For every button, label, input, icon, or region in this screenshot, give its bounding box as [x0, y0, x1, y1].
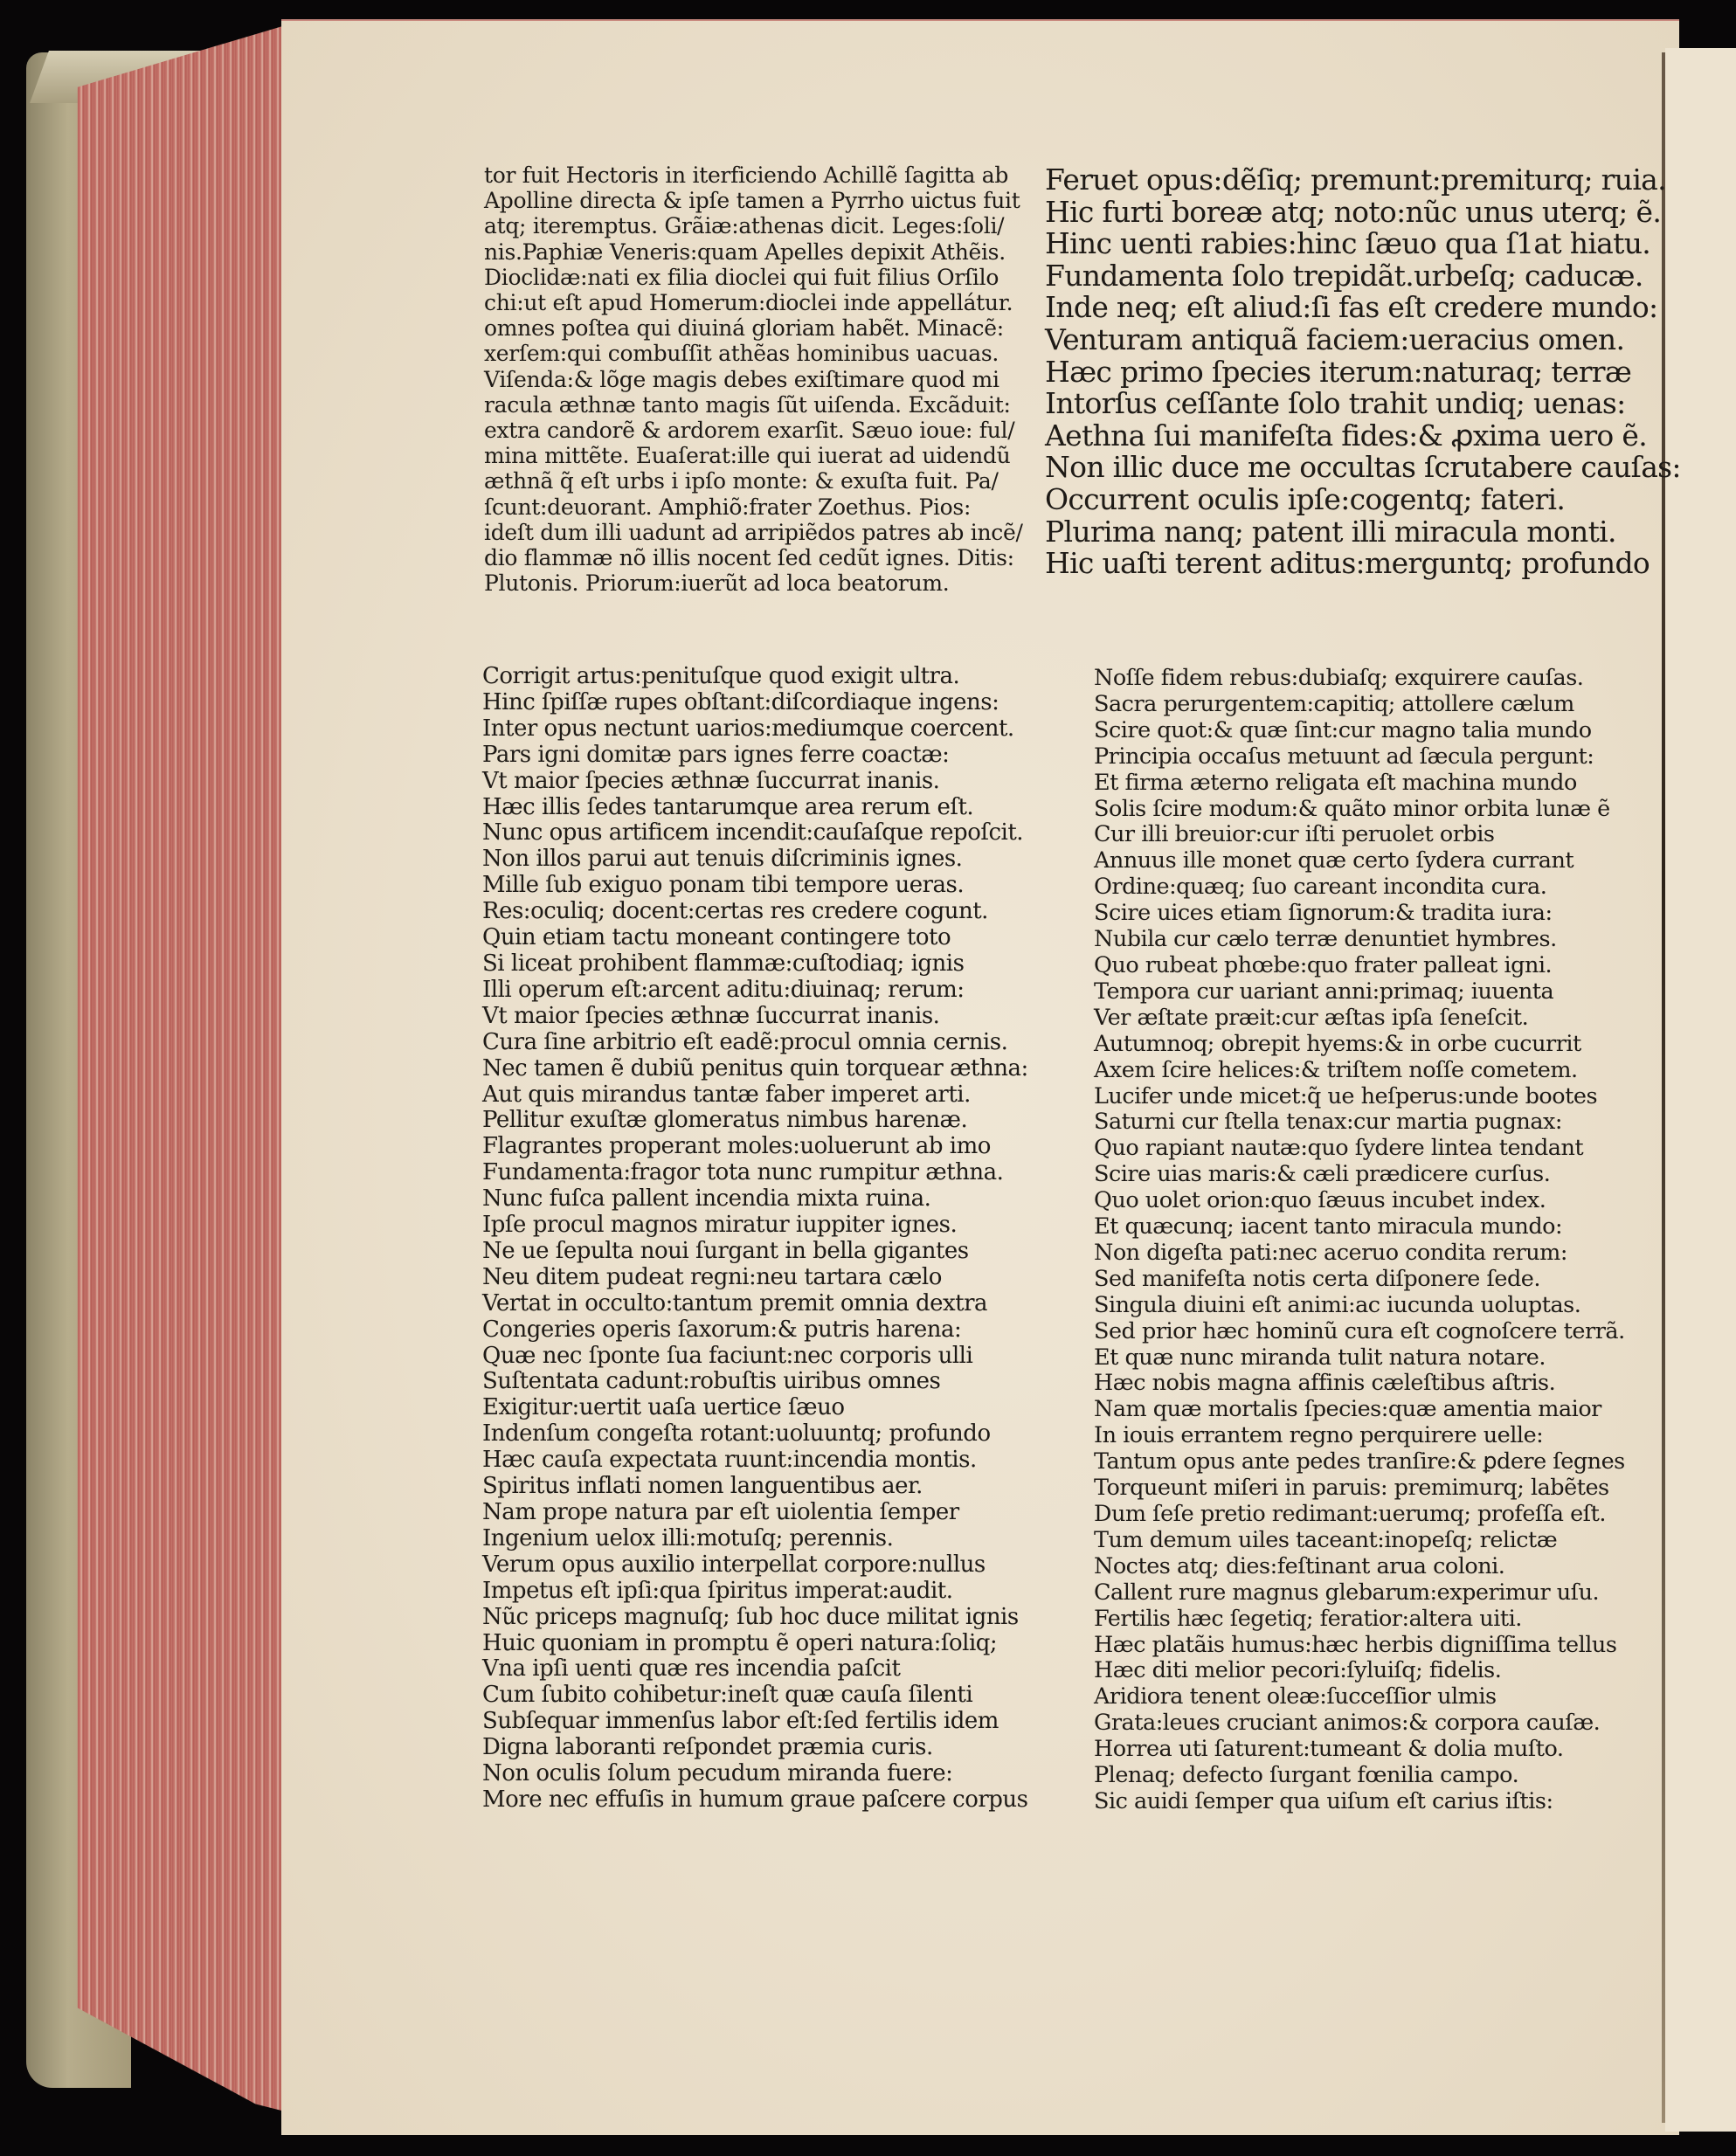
text-line: Huic quoniam in promptu ẽ operi natura:ſoliq;	[482, 1629, 998, 1656]
text-line: Pellitur exuſtæ glomeratus nimbus harenæ.	[482, 1107, 968, 1134]
text-line: Solis ſcire modum:& quãto minor orbita lunæ ẽ	[1094, 795, 1610, 822]
text-line: Nec tamen ẽ dubiũ penitus quin torquear æthna:	[482, 1054, 1028, 1081]
text-line: Feruet opus:dẽſiq; premunt:premiturq; ruia.	[1045, 162, 1666, 197]
verse-block-right	[1094, 666, 1625, 1815]
text-line: Sacra perurgentem:capitiq; attollere cælum	[1094, 690, 1574, 717]
text-line: Res:oculiq; docent:certas res credere cogunt.	[482, 898, 988, 925]
text-line: Verum opus auxilio interpellat corpore:nullus	[482, 1551, 986, 1578]
text-line: Hinc ſpiſſæ rupes obſtant:diſcordiaque ingens:	[482, 688, 999, 715]
text-line: Axem ſcire helices:& triſtem noſſe cometem.	[1094, 1056, 1578, 1083]
text-line: Annuus ille monet quæ certo ſydera currant	[1094, 847, 1574, 874]
text-line: xerſem:qui combuſſit athẽas hominibus uacuas.	[484, 341, 999, 367]
text-line: Inter opus nectunt uarios:mediumque coercent.	[482, 715, 1014, 742]
text-line: tor fuit Hectoris in iterficiendo Achillẽ ſagitta ab	[484, 162, 1009, 188]
text-line: Ingenium uelox illi:motuſq; perennis.	[482, 1524, 894, 1551]
text-line: Quo rapiant nautæ:quo ſydere lintea tendant	[1094, 1135, 1584, 1162]
text-line: Quæ nec ſponte ſua faciunt:nec corporis ulli	[482, 1342, 973, 1369]
text-line: Hæc cauſa expectata ruunt:incendia montis.	[482, 1447, 977, 1474]
text-line: dio flammæ nõ illis nocent ſed cedũt ignes. Ditis:	[484, 545, 1014, 571]
text-line: Nunc opus artificem incendit:cauſaſque repoſcit.	[482, 819, 1024, 847]
text-line: Hic furti boreæ atq; noto:nũc unus uterq; ẽ.	[1045, 194, 1662, 229]
text-line: Callent rure magnus glebarum:experimur uſu.	[1094, 1579, 1600, 1606]
text-line: chi:ut eſt apud Homerum:dioclei inde appellátur.	[484, 290, 1013, 316]
text-line: Autumnoq; obrepit hyems:& in orbe cucurrit	[1094, 1030, 1581, 1057]
text-line: Ne ue ſepulta noui ſurgant in bella gigantes	[482, 1237, 969, 1264]
text-line: Hæc illis ſedes tantarumque area rerum eſt.	[482, 793, 974, 820]
text-line: Fundamenta ſolo trepidãt.urbeſq; caducæ.	[1045, 258, 1643, 293]
text-line: Occurrent oculis ipſe:cogentq; fateri.	[1045, 481, 1566, 516]
text-line: Ipſe procul magnos miratur iuppiter ignes.	[482, 1212, 958, 1239]
text-line: Flagrantes properant moles:uoluerunt ab imo	[482, 1133, 991, 1160]
text-line: Impetus eſt ipſi:qua ſpiritus imperat:audit.	[482, 1577, 953, 1604]
text-line: ſcunt:deuorant. Amphiõ:frater Zoethus. Pios:	[484, 494, 972, 520]
text-line: Tempora cur uariant anni:primaq; iuuenta	[1094, 978, 1554, 1005]
text-line: Non oculis ſolum pecudum miranda fuere:	[482, 1760, 953, 1787]
text-line: Scire quot:& quæ ſint:cur magno talia mundo	[1094, 716, 1592, 743]
text-line: Viſenda:& lõge magis debes exiſtimare quod mi	[484, 366, 999, 392]
text-line: extra candorẽ & ardorem exarſit. Sæuo ioue: ful/	[484, 418, 1015, 444]
text-line: Cura ſine arbitrio eſt eadẽ:procul omnia cernis.	[482, 1028, 1008, 1055]
text-line: Dum ſeſe pretio redimant:uerumq; profeſſa eſt.	[1094, 1501, 1606, 1527]
text-line: Sic auidi ſemper qua uiſum eſt carius iſtis:	[1094, 1787, 1553, 1814]
text-line: Aethna ſui manifeſta fides:& ꝓxima uero ẽ.	[1045, 418, 1648, 453]
text-line: Quo rubeat phœbe:quo frater palleat igni.	[1094, 951, 1553, 978]
text-line: Non digeſta pati:nec aceruo condita rerum:	[1094, 1239, 1567, 1266]
text-line: omnes poſtea qui diuiná gloriam habẽt. Minacẽ:	[484, 315, 1004, 342]
text-line: Plenaq; defecto ſurgant fœnilia campo.	[1094, 1762, 1519, 1789]
text-line: Inde neq; eſt aliud:ſi fas eſt credere mundo:	[1045, 290, 1658, 325]
text-line: nis.Paphiæ Veneris:quam Apelles depixit Athẽis.	[484, 238, 1006, 265]
text-line: Hæc diti melior pecori:ſyluiſq; fidelis.	[1094, 1657, 1502, 1684]
text-line: Cum ſubito cohibetur:ineſt quæ cauſa ſilenti	[482, 1682, 973, 1709]
text-line: Non illos parui aut tenuis diſcriminis ignes.	[482, 846, 963, 873]
text-line: Nunc fuſca pallent incendia mixta ruina.	[482, 1185, 931, 1213]
text-line: Sed prior hæc hominũ cura eſt cognoſcere terrã.	[1094, 1317, 1625, 1344]
text-line: Illi operum eſt:arcent aditu:diuinaq; rerum:	[482, 976, 965, 1003]
text-line: Noctes atq; dies:feſtinant arua coloni.	[1094, 1552, 1505, 1579]
text-line: Intorſus ceſſante ſolo trahit undiq; uenas:	[1045, 386, 1626, 421]
text-line: Nam prope natura par eſt uiolentia ſemper	[482, 1499, 959, 1525]
text-line: Scire uias maris:& cæli prædicere curſus.	[1094, 1161, 1551, 1188]
text-line: More nec effuſis in humum graue paſcere corpus	[482, 1786, 1028, 1813]
text-line: Corrigit artus:penituſque quod exigit ultra.	[482, 663, 960, 689]
text-line: Fundamenta:fragor tota nunc rumpitur æthna.	[482, 1159, 1004, 1186]
text-line: atq; iteremptus. Grãiæ:athenas dicit. Leges:ſoli/	[484, 213, 1005, 239]
text-line: Et firma æterno religata eſt machina mundo	[1094, 769, 1577, 796]
verse-block-top-right	[1045, 164, 1681, 580]
text-line: Hæc nobis magna affinis cæleſtibus aſtris.	[1094, 1370, 1556, 1397]
text-line: Indenſum congeſta rotant:uoluuntq; profundo	[482, 1420, 991, 1448]
text-line: Spiritus inflati nomen languentibus aer.	[482, 1473, 923, 1500]
text-line: Non illic duce me occultas ſcrutabere cauſas:	[1045, 450, 1681, 485]
text-line: Torqueunt miſeri in paruis: premimurq; labẽtes	[1094, 1475, 1609, 1502]
text-line: Quo uolet orion:quo ſæuus incubet index.	[1094, 1187, 1546, 1214]
commentary-block	[484, 162, 1023, 596]
text-line: Saturni cur ſtella tenax:cur martia pugnax:	[1094, 1109, 1563, 1136]
text-line: Vt maior ſpecies æthnæ ſuccurrat inanis.	[482, 1002, 940, 1029]
text-line: Si liceat prohibent flammæ:cuſtodiaq; ignis	[482, 950, 965, 977]
text-line: ideſt dum illi uadunt ad arripiẽdos patres ab incẽ/	[484, 519, 1023, 545]
text-line: Ordine:quæq; ſuo careant incondita cura.	[1094, 874, 1547, 901]
text-line: Vna ipſi uenti quæ res incendia paſcit	[482, 1655, 901, 1683]
red-fore-edge	[54, 24, 288, 2112]
text-line: Horrea uti ſaturent:tumeant & dolia muſto.	[1094, 1736, 1564, 1763]
text-line: Nam quæ mortalis ſpecies:quæ amentia maior	[1094, 1396, 1601, 1423]
text-line: Hinc uenti rabies:hinc ſæuo qua ſ1at hiatu.	[1045, 226, 1651, 261]
text-line: Aut quis mirandus tantæ faber imperet arti.	[482, 1081, 971, 1108]
text-line: mina mittẽte. Euaſerat:ille qui iuerat ad uidendũ	[484, 443, 1011, 469]
text-line: racula æthnæ tanto magis ſũt uiſenda. Excãduit:	[484, 391, 1011, 418]
text-line: Noſſe fidem rebus:dubiaſq; exquirere cauſas.	[1094, 665, 1584, 691]
text-line: Mille ſub exiguo ponam tibi tempore ueras.	[482, 872, 965, 899]
text-line: Et quæ nunc miranda tulit natura notare.	[1094, 1344, 1546, 1371]
text-line: Cur illi breuior:cur iſti peruolet orbis	[1094, 821, 1495, 848]
text-line: In iouis errantem regno perquirere uelle:	[1094, 1422, 1544, 1449]
text-line: Aridiora tenent oleæ:ſucceſſior ulmis	[1094, 1683, 1497, 1710]
text-line: Plurima nanq; patent illi miracula monti.	[1045, 514, 1616, 549]
text-line: Tantum opus ante pedes tranſire:& ꝑdere ſegnes	[1094, 1448, 1625, 1475]
text-line: Vt maior ſpecies æthnæ ſuccurrat inanis.	[482, 767, 940, 794]
text-line: Suſtentata cadunt:robuſtis uiribus omnes	[482, 1368, 941, 1395]
verse-block-left	[482, 664, 1028, 1814]
text-line: Hæc primo ſpecies iterum:naturaq; terræ	[1045, 354, 1632, 389]
text-line: Pars igni domitæ pars ignes ferre coactæ:	[482, 741, 950, 768]
text-line: Apolline directa & ipſe tamen a Pyrrho uictus fuit	[484, 188, 1020, 214]
text-line: Fertilis hæc ſegetiq; feratior:altera uiti.	[1094, 1605, 1522, 1632]
text-line: Scire uices etiam ſignorum:& tradita iura:	[1094, 900, 1553, 927]
text-line: Nũc priceps magnuſq; ſub hoc duce militat ignis	[482, 1603, 1019, 1630]
text-line: æthnã q̃ eſt urbs i ipſo monte: & exuſta fuit. Pa/	[484, 468, 999, 494]
text-line: Digna laboranti reſpondet præmia curis.	[482, 1734, 933, 1761]
text-line: Neu ditem pudeat regni:neu tartara cælo	[482, 1263, 942, 1290]
text-line: Vertat in occulto:tantum premit omnia dextra	[482, 1289, 988, 1316]
text-line: Congeries operis ſaxorum:& putris harena:	[482, 1316, 962, 1343]
text-line: Grata:leues cruciant animos:& corpora cauſæ.	[1094, 1710, 1601, 1737]
text-line: Tum demum uiles taceant:inopeſq; relictæ	[1094, 1526, 1558, 1553]
text-line: Exigitur:uertit uaſa uertice ſæuo	[482, 1394, 845, 1421]
text-line: Hic uaſti terent aditus:merguntq; profundo	[1045, 546, 1650, 581]
text-line: Nubila cur cælo terræ denuntiet hymbres.	[1094, 926, 1557, 953]
text-line: Ver æſtate præit:cur æſtas ipſa ſeneſcit.	[1094, 1004, 1529, 1031]
text-line: Et quæcunq; iacent tanto miracula mundo:	[1094, 1213, 1563, 1240]
text-line: Venturam antiquã faciem:ueracius omen.	[1045, 321, 1625, 356]
text-line: Sed manifeſta notis certa diſponere ſede.	[1094, 1265, 1541, 1292]
text-line: Quin etiam tactu moneant contingere toto	[482, 924, 951, 951]
text-line: Plutonis. Priorum:iuerũt ad loca beatorum.	[484, 570, 950, 597]
text-line: Dioclidæ:nati ex filia dioclei qui fuit filius Orſilo	[484, 264, 999, 290]
text-line: Lucifer unde micet:q̃ ue heſperus:unde bootes	[1094, 1082, 1598, 1109]
text-line: Subſequar immenſus labor eſt:ſed fertilis idem	[482, 1708, 999, 1735]
text-line: Principia occaſus metuunt ad ſæcula pergunt:	[1094, 743, 1594, 770]
text-line: Hæc platãis humus:hæc herbis digniſſima tellus	[1094, 1631, 1617, 1658]
text-line: Singula diuini eſt animi:ac iucunda uoluptas.	[1094, 1291, 1581, 1318]
